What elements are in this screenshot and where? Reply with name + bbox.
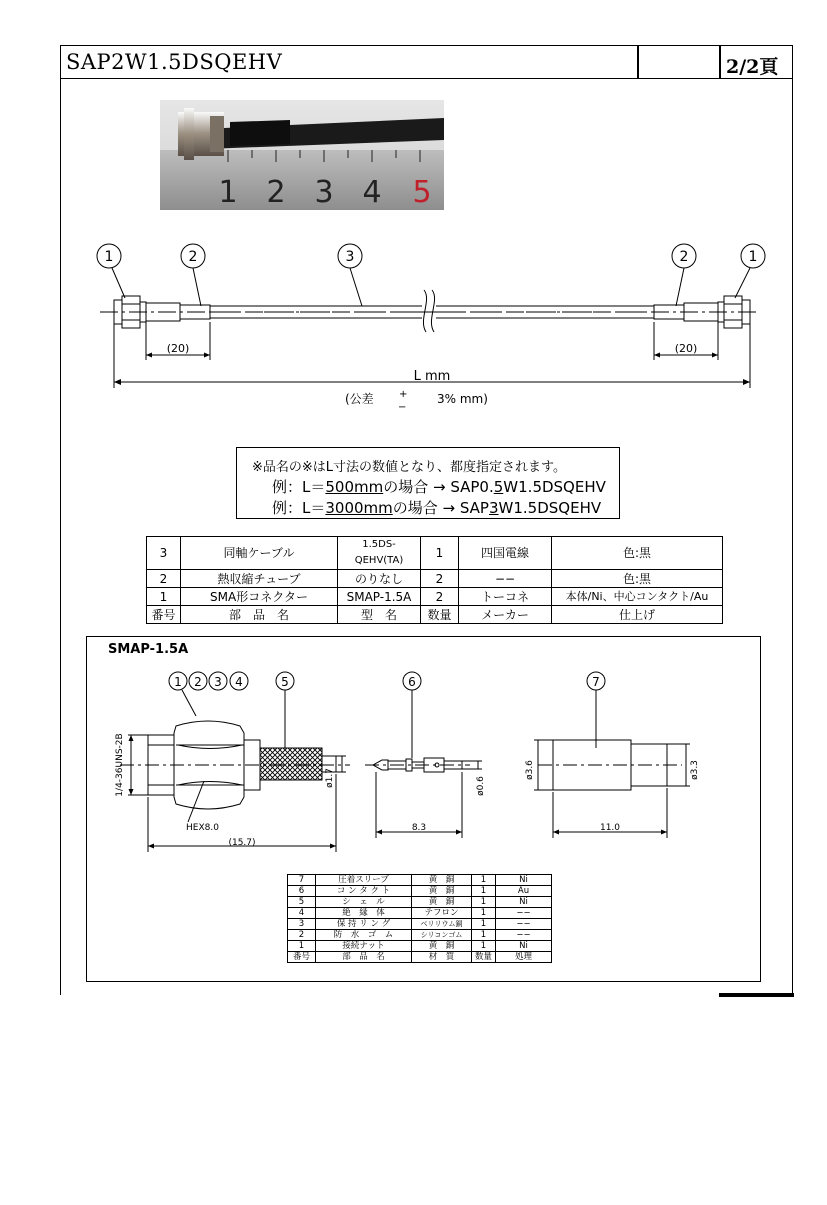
dimension-label: 8.3: [411, 823, 427, 833]
table-cell: 3: [147, 537, 181, 570]
table-cell: 色:黒: [552, 570, 723, 588]
table-cell: 本体/Ni、中心コンタクト/Au: [552, 588, 723, 606]
table-header-row: [288, 952, 552, 963]
table-cell: ベリリウム銅: [412, 919, 472, 930]
table-cell: SMAP-1.5A: [338, 588, 421, 606]
table-cell: 2: [421, 570, 459, 588]
callout-1: 1: [104, 249, 114, 265]
tolerance-minus: −: [398, 402, 407, 413]
callout-3: 3: [214, 675, 222, 689]
table-cell: −−: [496, 919, 552, 930]
tolerance-prefix: (公差: [345, 392, 374, 406]
ruler-number: 4: [362, 175, 382, 210]
table-cell: 1: [472, 941, 496, 952]
hex-label: HEX8.0: [186, 823, 219, 833]
table-cell: テフロン: [412, 908, 472, 919]
table-row: [288, 897, 552, 908]
table-cell: −−: [496, 908, 552, 919]
dimension-label: (15.7): [228, 838, 256, 848]
callout-3: 3: [345, 249, 355, 265]
table-cell: メーカー: [459, 606, 552, 624]
table-cell: −−: [459, 570, 552, 588]
table-row: [288, 875, 552, 886]
table-cell: 部 品 名: [316, 952, 412, 963]
callout-1: 1: [748, 249, 758, 265]
table-cell: シリコンゴム: [412, 930, 472, 941]
callout-5: 5: [281, 675, 289, 689]
dimension-label: ø3.3: [690, 760, 700, 780]
table-cell: 1: [147, 588, 181, 606]
table-cell: 型 名: [338, 606, 421, 624]
tolerance-value: 3% mm): [437, 392, 488, 406]
table-cell: 部 品 名: [181, 606, 338, 624]
thread-label: 1/4-36UNS-2B: [115, 733, 125, 797]
table-cell: 6: [288, 886, 316, 897]
callout-2: 2: [188, 249, 198, 265]
table-cell: 仕上げ: [552, 606, 723, 624]
note-example: 例：L＝500mmの場合 → SAP0.5W1.5DSQEHV: [272, 478, 606, 496]
table-cell: 防 水 ゴ ム: [316, 930, 412, 941]
table-cell: SMA形コネクター: [181, 588, 338, 606]
table-cell: 番号: [288, 952, 316, 963]
table-cell: 1: [472, 886, 496, 897]
table-cell: 1: [472, 908, 496, 919]
table-row: [288, 930, 552, 941]
table-cell: Ni: [496, 875, 552, 886]
table-cell: 1: [472, 930, 496, 941]
connector-title: SMAP-1.5A: [108, 642, 189, 657]
callout-1: 1: [174, 675, 182, 689]
ruler-number: 3: [314, 175, 334, 210]
table-cell: コ ン タ ク ト: [316, 886, 412, 897]
table-cell: 四国電線: [459, 537, 552, 570]
table-cell: Au: [496, 886, 552, 897]
table-row: [288, 908, 552, 919]
dimension-label: 11.0: [599, 823, 621, 833]
table-row: [288, 919, 552, 930]
table-cell: 1: [472, 919, 496, 930]
table-cell: 接続ナット: [316, 941, 412, 952]
table-cell: 黄 銅: [412, 886, 472, 897]
table-cell: のりなし: [338, 570, 421, 588]
table-cell: 7: [288, 875, 316, 886]
table-cell: 1: [421, 537, 459, 570]
table-cell: 同軸ケーブル: [181, 537, 338, 570]
dimension-label: ø0.6: [476, 776, 486, 796]
table-cell: 5: [288, 897, 316, 908]
table-cell: シ ェ ル: [316, 897, 412, 908]
table-cell: 絶 縁 体: [316, 908, 412, 919]
ruler-number: 2: [266, 175, 286, 210]
table-cell: 4: [288, 908, 316, 919]
dimension-label: ø1.7: [325, 768, 335, 788]
table-cell: 番号: [147, 606, 181, 624]
table-cell: 1.5DS-QEHV(TA): [338, 537, 421, 570]
table-row: [288, 886, 552, 897]
ruler-number: 5: [412, 175, 432, 210]
table-cell: 熱収縮チューブ: [181, 570, 338, 588]
table-cell: 黄 銅: [412, 941, 472, 952]
drawing-title: SAP2W1.5DSQEHV: [66, 50, 283, 74]
table-cell: 黄 銅: [412, 875, 472, 886]
table-row: [288, 941, 552, 952]
table-cell: 1: [288, 941, 316, 952]
dimension-label: ø3.6: [525, 760, 535, 780]
note-example: 例：L＝3000mmの場合 → SAP3W1.5DSQEHV: [272, 499, 602, 517]
table-cell: 処理: [496, 952, 552, 963]
table-cell: 数量: [421, 606, 459, 624]
table-cell: 1: [472, 897, 496, 908]
callout-6: 6: [408, 675, 416, 689]
table-cell: Ni: [496, 941, 552, 952]
table-cell: 保 持 リ ン グ: [316, 919, 412, 930]
table-cell: 2: [147, 570, 181, 588]
table-cell: トーコネ: [459, 588, 552, 606]
table-cell: 材 質: [412, 952, 472, 963]
page-number: 2/2頁: [726, 56, 779, 78]
table-cell: Ni: [496, 897, 552, 908]
bottom-bar: [719, 993, 794, 997]
callout-4: 4: [235, 675, 243, 689]
table-cell: 3: [288, 919, 316, 930]
table-cell: −−: [496, 930, 552, 941]
dimension-label: (20): [674, 342, 698, 355]
table-cell: 数量: [472, 952, 496, 963]
ruler-number: 1: [218, 175, 238, 210]
table-cell: 2: [288, 930, 316, 941]
tolerance-plus: +: [399, 389, 408, 400]
length-label: L mm: [413, 369, 451, 384]
dimension-label: (20): [166, 342, 190, 355]
table-cell: 色:黒: [552, 537, 723, 570]
callout-7: 7: [592, 675, 600, 689]
table-cell: 1: [472, 875, 496, 886]
table-cell: 2: [421, 588, 459, 606]
callout-2: 2: [679, 249, 689, 265]
parts-table: [287, 874, 552, 963]
table-cell: 圧着スリーブ: [316, 875, 412, 886]
table-cell: 黄 銅: [412, 897, 472, 908]
note-line: ※品名の※はL寸法の数値となり、都度指定されます。: [252, 460, 566, 475]
callout-2: 2: [194, 675, 202, 689]
